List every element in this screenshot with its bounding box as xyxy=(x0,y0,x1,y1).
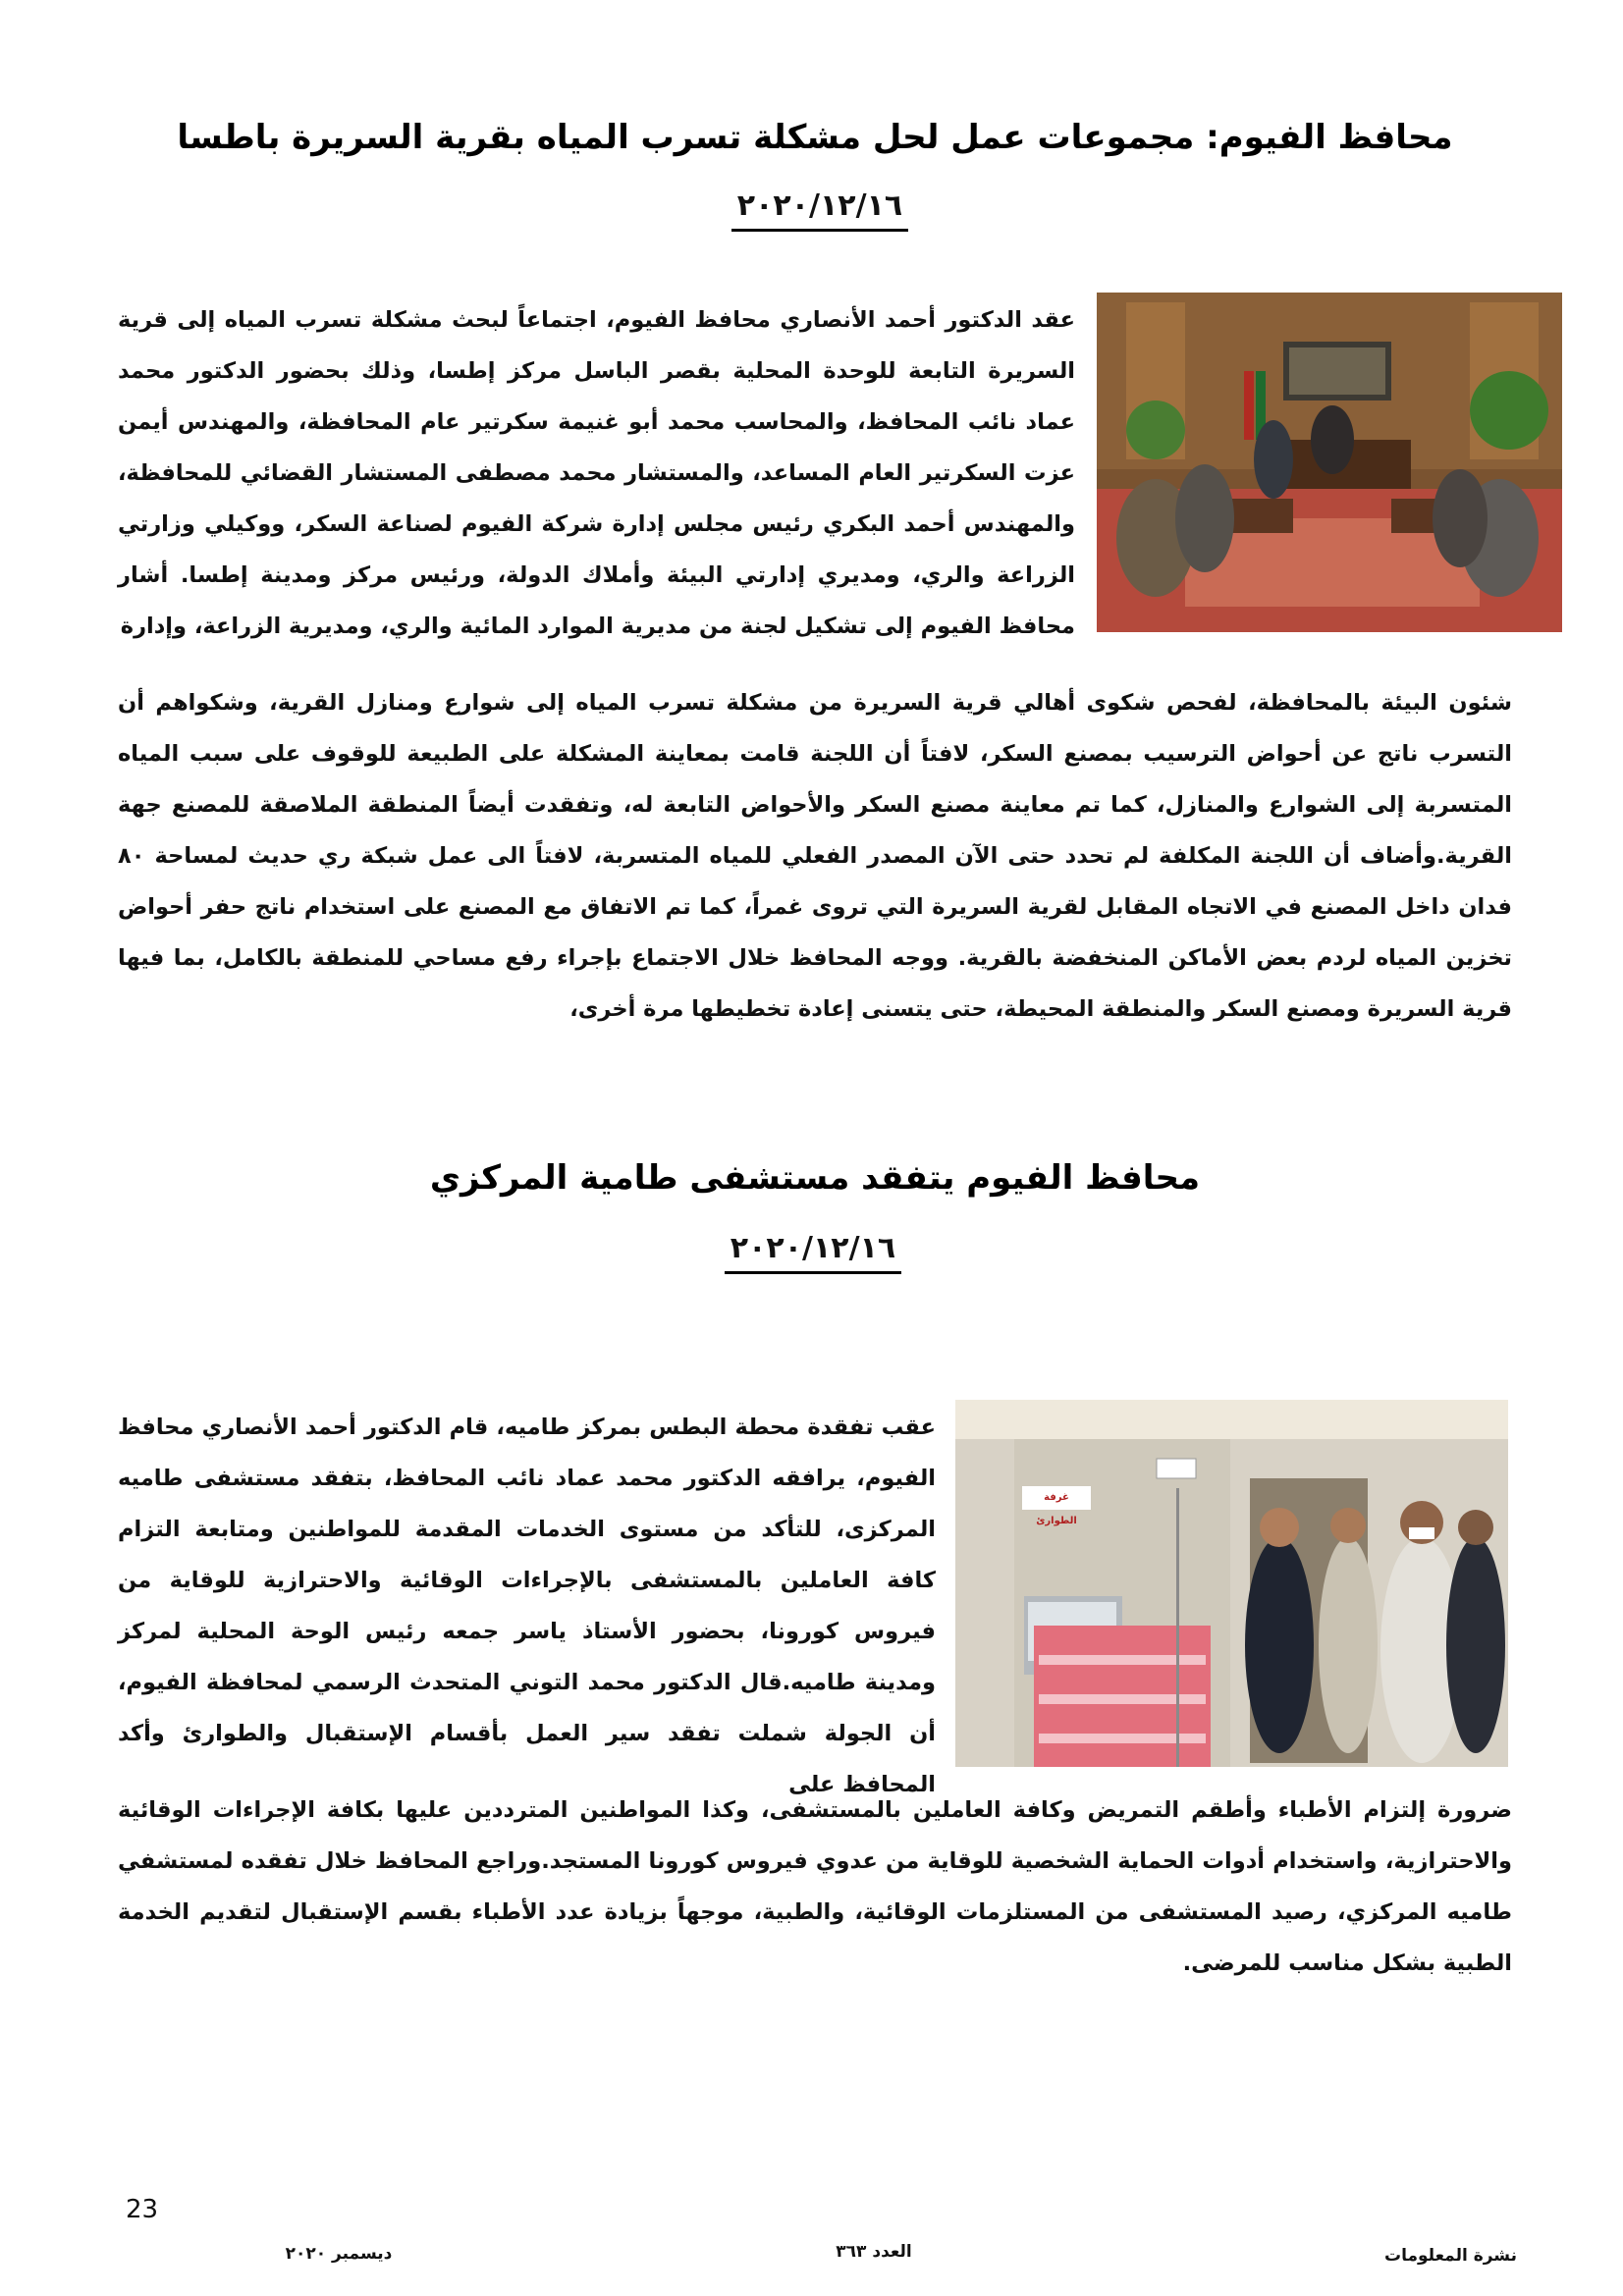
article-1-title: محافظ الفيوم: مجموعات عمل لحل مشكلة تسرب المياه بقرية السريرة باطسا xyxy=(177,118,1453,157)
hospital-photo-illustration xyxy=(955,1400,1508,1767)
emergency-sign: غرفة الطوارئ xyxy=(1022,1486,1091,1510)
hospital-photo xyxy=(955,1400,1508,1767)
article-1-date: ٢٠٢٠/١٢/١٦ xyxy=(731,188,908,232)
meeting-photo-illustration xyxy=(1097,293,1562,632)
article-2-paragraph-full: ضرورة إلتزام الأطباء وأطقم التمريض وكافة العاملين بالمستشفى، وكذا المواطنين المترددين عليها بكافة الإجراءات الوقائية والاحترازية، واستخدام أدوات الحماية الشخصية للوقاية من عدوي فيروس كورونا المستجد.وراجع المحافظ خلال تفقده لمستشفي طاميه المركزي، رصيد المستشفى من المستلزمات الوقائية، والطبية، موجهاً بزيادة عدد الأطباء بقسم الإستقبال لتقديم الخدمة الطبية بشكل مناسب للمرضى. xyxy=(118,1797,1512,1976)
footer-date: ديسمبر ٢٠٢٠ xyxy=(285,2244,393,2264)
article-1-paragraph-wrapped: عقد الدكتور أحمد الأنصاري محافظ الفيوم، اجتماعاً لبحث مشكلة تسرب المياه إلى قرية السريرة التابعة للوحدة المحلية بقصر الباسل مركز إطسا، وذلك بحضور الدكتور محمد عماد نائب المحافظ، والمحاسب محمد أبو غنيمة سكرتير عام المحافظة، والمهندس أيمن عزت السكرتير العام المساعد، والمستشار محمد مصطفى المستشار القضائي للمحافظة، والمهندس أحمد البكري رئيس مجلس إدارة شركة الفيوم لصناعة السكر، ووكيلي وزارتي الزراعة والري، ومديري إدارتي البيئة وأملاك الدولة، ورئيس مركز ومدينة إطسا. أشار محافظ الفيوم إلى تشكيل لجنة من مديرية الموارد المائية والري، ومديرية الزراعة، وإدارة xyxy=(118,307,1075,639)
article-1-paragraph-full: شئون البيئة بالمحافظة، لفحص شكوى أهالي قرية السريرة من مشكلة تسرب المياه إلى شوارع ومنازل القرية، وشكواهم أن التسرب ناتج عن أحواض الترسيب بمصنع السكر، لافتاً أن اللجنة قامت بمعاينة المشكلة على الطبيعة للوقوف على سبب المياه المتسربة إلى الشوارع والمنازل، كما تم معاينة مصنع السكر والأحواض التابعة له، وتفقدت أيضاً المنطقة الملاصقة للمصنع جهة القرية.وأضاف أن اللجنة المكلفة لم تحدد حتى الآن المصدر الفعلي للمياه المتسربة، لافتاً الى عمل شبكة ري حديث لمساحة ٨٠ فدان داخل المصنع في الاتجاه المقابل لقرية السريرة التي تروى غمراً، كما تم الاتفاق مع المصنع على استخدام ناتج حفر أحواض تخزين المياه لردم بعض الأماكن المنخفضة بالقرية. ووجه المحافظ خلال الاجتماع بإجراء رفع مساحي للمنطقة بالكامل، بما فيها قرية السريرة ومصنع السكر والمنطقة المحيطة، حتى يتسنى إعادة تخطيطها مرة أخرى، xyxy=(118,690,1512,1022)
article-2-date: ٢٠٢٠/١٢/١٦ xyxy=(725,1231,901,1274)
footer-issue-number: العدد ٣٦٣ xyxy=(836,2242,912,2262)
footer-publication-name: نشرة المعلومات xyxy=(1383,2246,1517,2266)
article-2-paragraph-wrapped: عقب تفقدة محطة البطس بمركز طاميه، قام الدكتور أحمد الأنصاري محافظ الفيوم، يرافقه الدكتور محمد عماد نائب المحافظ، بتفقد مستشفى طاميه المركزى، للتأكد من مستوى الخدمات المقدمة للمواطنين ومتابعة التزام كافة العاملين بالمستشفى بالإجراءات الوقائية والاحترازية للوقاية من فيروس كورونا، بحضور الأستاذ ياسر جمعه رئيس الوحة المحلية لمركز ومدينة طاميه.قال الدكتور محمد التوني المتحدث الرسمي لمحافظة الفيوم، أن الجولة شملت تفقد سير العمل بأقسام الإستقبال والطوارئ وأكد المحافظ على xyxy=(118,1415,936,1797)
meeting-photo xyxy=(1097,293,1562,632)
article-2-title: محافظ الفيوم يتفقد مستشفى طامية المركزي xyxy=(429,1158,1201,1198)
page-number: 23 xyxy=(126,2195,159,2224)
